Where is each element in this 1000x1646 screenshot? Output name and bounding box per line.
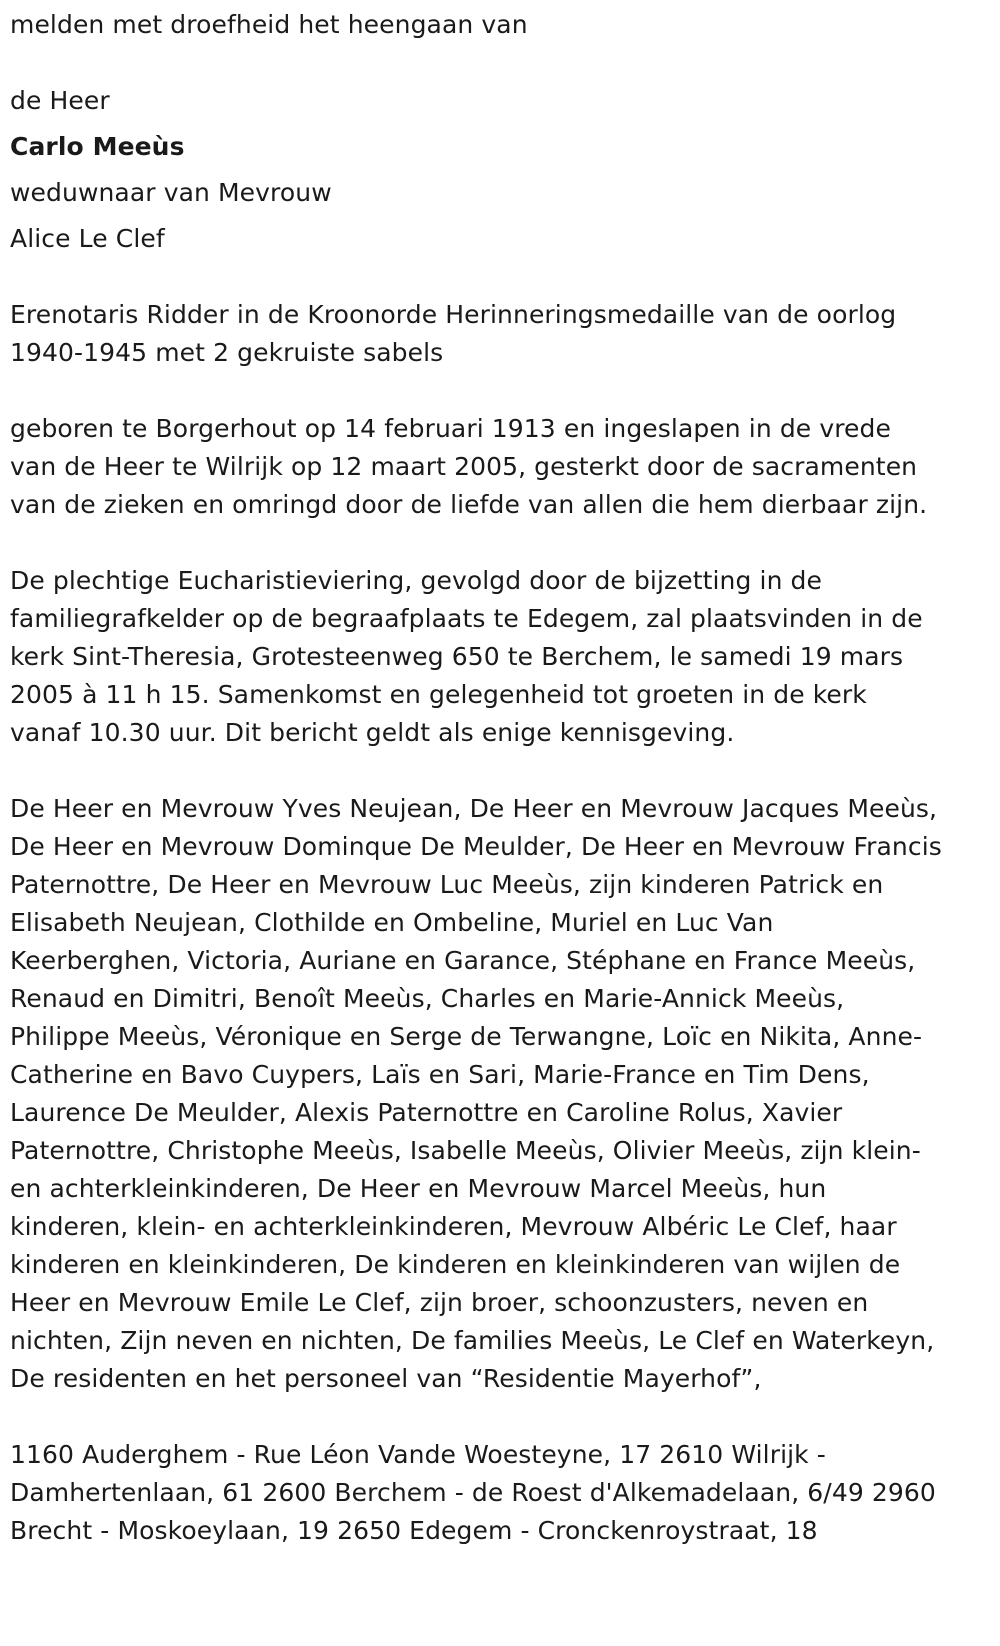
family-paragraph: De Heer en Mevrouw Yves Neujean, De Heer en Mevrouw Jacques Meeùs, De Heer en Mevrouw Dominque De Meulder, De Heer en Mevrouw Francis Paternottre, De Heer en Mevrouw Luc Meeùs, zijn kinderen Patrick en Elisabeth Neujean, Clothilde en Ombeline, Muriel en Luc Van Keerberghen, Victoria, Auriane en Garance, Stéphane en France Meeùs, Renaud en Dimitri, Benoît Meeùs, Charles en Marie-Annick Meeùs, Philippe Meeùs, Véronique en Serge de Terwangne, Loïc en Nikita, Anne-Catherine en Bavo Cuypers, Laïs en Sari, Marie-France en Tim Dens, Laurence De Meulder, Alexis Paternottre en Caroline Rolus, Xavier Paternottre, Christophe Meeùs, Isabelle Meeùs, Olivier Meeùs, zijn klein- en achterkleinkinderen, De Heer en Mevrouw Marcel Meeùs, hun kinderen, klein- en achterkleinkinderen, Mevrouw Albéric Le Clef, haar kinderen en kleinkinderen, De kinderen en kleinkinderen van wijlen de Heer en Mevrouw Emile Le Clef, zijn broer, schoonzusters, neven en nichten, Zijn neven en nichten, De families Meeùs, Le Clef en Waterkeyn, De residenten en het personeel van “Residentie Mayerhof”, bbox=[10, 794, 942, 1393]
deceased-name: Carlo Meeùs bbox=[10, 132, 185, 161]
spouse-name: Alice Le Clef bbox=[10, 224, 165, 253]
birth-death-paragraph: geboren te Borgerhout op 14 februari 1913 en ingeslapen in de vrede van de Heer te Wilrijk op 12 maart 2005, gesterkt door de sacramenten van de zieken en omringd door de liefde van allen die hem dierbaar zijn. bbox=[10, 414, 928, 519]
salutation: de Heer bbox=[10, 86, 110, 115]
widower-line: weduwnaar van Mevrouw bbox=[10, 178, 332, 207]
ceremony-paragraph: De plechtige Eucharistieviering, gevolgd door de bijzetting in de familiegrafkelder op de begraafplaats te Edegem, zal plaatsvinden in de kerk Sint-Theresia, Grotesteenweg 650 te Berchem, le samedi 19 mars 2005 à 11 h 15. Samenkomst en gelegenheid tot groeten in de kerk vanaf 10.30 uur. Dit bericht geldt als enige kennisgeving. bbox=[10, 566, 923, 747]
intro-text: melden met droefheid het heengaan van bbox=[10, 10, 528, 39]
titles-paragraph: Erenotaris Ridder in de Kroonorde Herinneringsmedaille van de oorlog 1940-1945 met 2 gekruiste sabels bbox=[10, 300, 897, 367]
addresses-paragraph: 1160 Auderghem - Rue Léon Vande Woesteyne, 17 2610 Wilrijk - Damhertenlaan, 61 2600 Berchem - de Roest d'Alkemadelaan, 6/49 2960 Brecht - Moskoeylaan, 19 2650 Edegem - Cronckenroystraat, 18 bbox=[10, 1440, 936, 1545]
death-notice bbox=[10, 0, 945, 1550]
